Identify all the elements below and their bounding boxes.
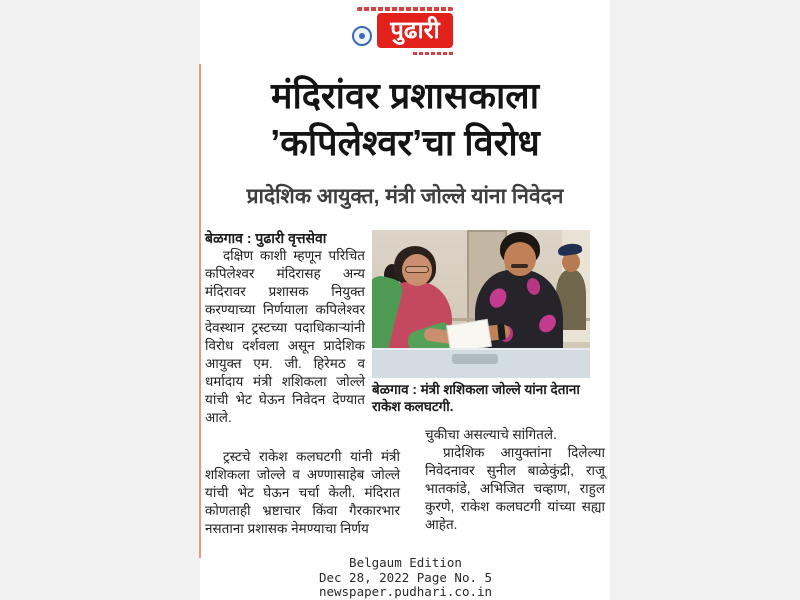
footer-edition: Belgaum Edition: [349, 555, 462, 570]
headline-line-2: ’कपिलेश्वर’चा विरोध: [270, 122, 540, 163]
article-col1-paragraph-2: ट्रस्टचे राकेश कलघटगी यांनी मंत्री शशिकला जोल्ले व अण्णासाहेब जोल्ले यांची भेट घेऊन चर्चा केली. मंदिरात कोणताही भ्रष्टाचार किंवा गैरकारभार नसताना प्रशासक नेमण्याचा निर्णय: [205, 449, 400, 536]
footer-date-page: Dec 28, 2022 Page No. 5: [318, 569, 493, 585]
photo-woman-glasses: [405, 266, 429, 273]
pudhari-logo-text: पुढारी: [390, 16, 440, 44]
footer-website: newspaper.pudhari.co.in: [318, 584, 493, 599]
edition-footer: [298, 556, 513, 600]
article-col2: [425, 426, 605, 534]
photo-table-item: [452, 354, 498, 364]
article-dateline: बेळगाव : पुढारी वृत्तसेवा: [205, 230, 327, 246]
masthead-tagline-top: [357, 7, 453, 11]
news-photo: [372, 230, 590, 378]
headline-line-1: मंदिरांवर प्रशासकाला: [270, 75, 540, 116]
pudhari-logo: [377, 13, 453, 48]
article-headline: [202, 72, 608, 166]
article-col1-paragraph-1: दक्षिण काशी म्हणून परिचित कपिलेश्वर मंदिरासह अन्य मंदिरावर प्रशासक नियुक्त करण्याच्या निर्णयाला कपिलेश्वर देवस्थान ट्रस्टच्या पदाधिकाऱ्यांनी विरोध दर्शवला असून प्रादेशिक आयुक्त एम. जी. हिरेमठ व धर्मादाय मंत्री शशिकला जोल्ले यांची भेट घेऊन निवेदन देण्यात आले.: [205, 248, 365, 425]
masthead-emblem-badge: [352, 26, 372, 46]
photo-caption: बेळगाव : मंत्री शशिकला जोल्ले यांना देताना राकेश कलघटगी.: [372, 382, 580, 414]
masthead-tagline-bottom: [413, 52, 453, 55]
clip-left-border: [199, 64, 201, 558]
article-subheadline: प्रादेशिक आयुक्त, मंत्री जोल्ले यांना निवेदन: [246, 185, 564, 208]
article-col2-paragraph: प्रादेशिक आयुक्तांना दिलेल्या निवेदनावर सुनील बाळेकुंद्री, राजू भातकांडे, अभिजित चव्हाण, राहुल कुरणे, राकेश कलघटगी यांच्या सह्या आहेत.: [425, 445, 605, 532]
photo-man-mustache: [511, 264, 528, 268]
article-col2-tail: चुकीचा असल्याचे सांगितले.: [425, 427, 557, 442]
photo-man-face: [504, 242, 536, 276]
